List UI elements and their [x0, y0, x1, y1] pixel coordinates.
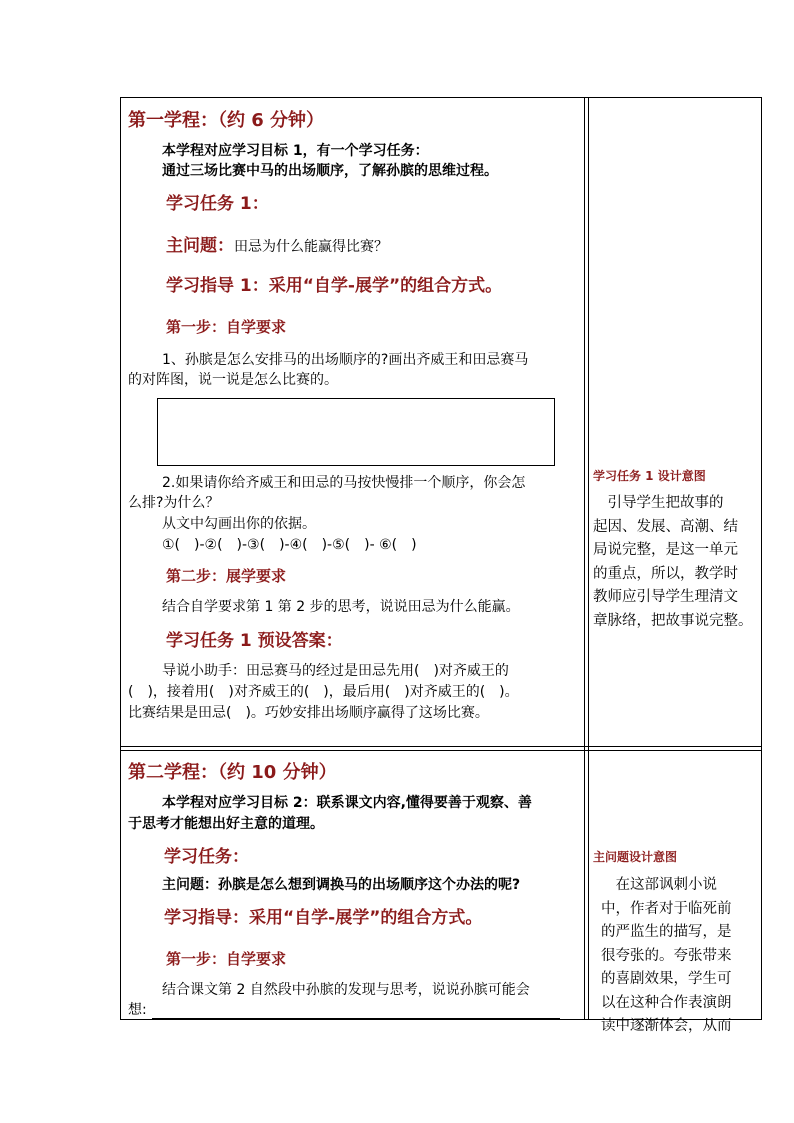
stage2-text-line1: 结合课文第 2 自然段中孙膑的发现与思考，说说孙膑可能会 — [162, 982, 530, 998]
stage1-q2-line3: 从文中勾画出你的依据。 — [162, 516, 316, 532]
side2-line: 的严监生的描写，是 — [601, 924, 732, 940]
stage1-q2-line1: 2.如果请你给齐威王和田忌的马按快慢排一个顺序，你会怎 — [162, 475, 526, 491]
side2-line: 很夸张的。夸张带来 — [601, 947, 732, 964]
stage2-heading: 第二学程：（约 10 分钟） — [128, 762, 337, 783]
stage1-heading: 第一学程：（约 6 分钟） — [128, 110, 325, 131]
column-divider — [584, 97, 585, 1020]
side1-line: 教师应引导学生理清文 — [593, 589, 738, 605]
row-divider — [120, 746, 762, 747]
side1-line: 起因、发展、高潮、结 — [593, 518, 738, 535]
stage1-q1-line1: 1、孙膑是怎么安排马的出场顺序的?画出齐威王和田忌赛马 — [162, 352, 529, 368]
stage1-q2-line2: 么排?为什么？ — [128, 495, 220, 511]
stage1-answer-line2: ( )，接着用( )对齐威王的( )，最后用( )对齐威王的( )。 — [128, 684, 519, 700]
stage2-guide-label: 学习指导： — [164, 908, 249, 928]
main-question-label: 主问题： — [166, 236, 234, 256]
stage2-intro-line1: 本学程对应学习目标 2：联系课文内容,懂得要善于观察、善 — [162, 795, 532, 811]
stage1-order-blanks: ①( )-②( )-③( )-④( )-⑤( )- ⑥( ) — [162, 537, 417, 553]
stage2-main-question: 主问题：孙膑是怎么想到调换马的出场顺序这个办法的呢? — [162, 877, 521, 893]
side1-text — [593, 492, 753, 633]
side1-line: 局说完整，是这一单元 — [593, 542, 738, 558]
answer-blank-line[interactable] — [152, 1001, 560, 1019]
stage1-step1-heading: 第一步：自学要求 — [166, 318, 287, 336]
stage1-guide — [166, 275, 502, 297]
side2-line: 在这部讽刺小说 — [601, 877, 717, 893]
column-divider — [588, 97, 589, 1020]
stage1-answer-heading: 学习任务 1 预设答案： — [166, 631, 343, 651]
side2-line: 的喜剧效果，学生可 — [601, 971, 732, 987]
stage1-step2-heading: 第二步：展学要求 — [166, 567, 287, 585]
guide-text: 采用“自学-展学”的组合方式。 — [268, 276, 503, 296]
stage1-intro-line2: 通过三场比赛中马的出场顺序，了解孙膑的思维过程。 — [162, 163, 498, 179]
side1-line: 的重点，所以，教学时 — [593, 565, 738, 582]
side2-line: 以在这种合作表演朗 — [601, 994, 732, 1011]
main-question-text: 田忌为什么能赢得比赛？ — [234, 239, 388, 255]
side1-title: 学习任务 1 设计意图 — [593, 469, 706, 483]
stage1-task-heading: 学习任务 1： — [166, 194, 269, 214]
side2-title: 主问题设计意图 — [593, 850, 678, 864]
guide-label: 学习指导 1： — [166, 276, 269, 296]
stage1-main-question — [166, 235, 388, 257]
stage2-guide — [164, 907, 482, 929]
stage1-answer-line3: 比赛结果是田忌( )。巧妙安排出场顺序赢得了这场比赛。 — [128, 705, 489, 721]
stage1-answer-line1: 导说小助手：田忌赛马的经过是田忌先用( )对齐威王的 — [162, 663, 509, 679]
stage2-guide-text: 采用“自学-展学”的组合方式。 — [249, 908, 483, 928]
stage2-step1-heading: 第一步：自学要求 — [166, 950, 287, 968]
side2-line: 读中逐渐体会，从而 — [601, 1018, 732, 1034]
stage1-step2-text: 结合自学要求第 1 第 2 步的思考，说说田忌为什么能赢。 — [162, 599, 520, 615]
side1-line: 引导学生把故事的 — [593, 495, 724, 511]
stage1-q1-line2: 的对阵图，说一说是怎么比赛的。 — [128, 372, 338, 388]
stage2-intro-line2: 于思考才能想出好主意的道理。 — [128, 816, 324, 832]
drawing-box[interactable] — [157, 398, 555, 466]
stage1-intro-line1: 本学程对应学习目标 1，有一个学习任务： — [162, 143, 429, 159]
side2-text — [601, 874, 732, 1039]
side2-line: 中，作者对于临死前 — [601, 900, 732, 917]
stage2-task-heading: 学习任务： — [164, 847, 249, 867]
row-divider — [120, 750, 762, 751]
side1-line: 章脉络，把故事说完整。 — [593, 612, 753, 629]
stage2-text-line2: 想: — [128, 1002, 147, 1018]
